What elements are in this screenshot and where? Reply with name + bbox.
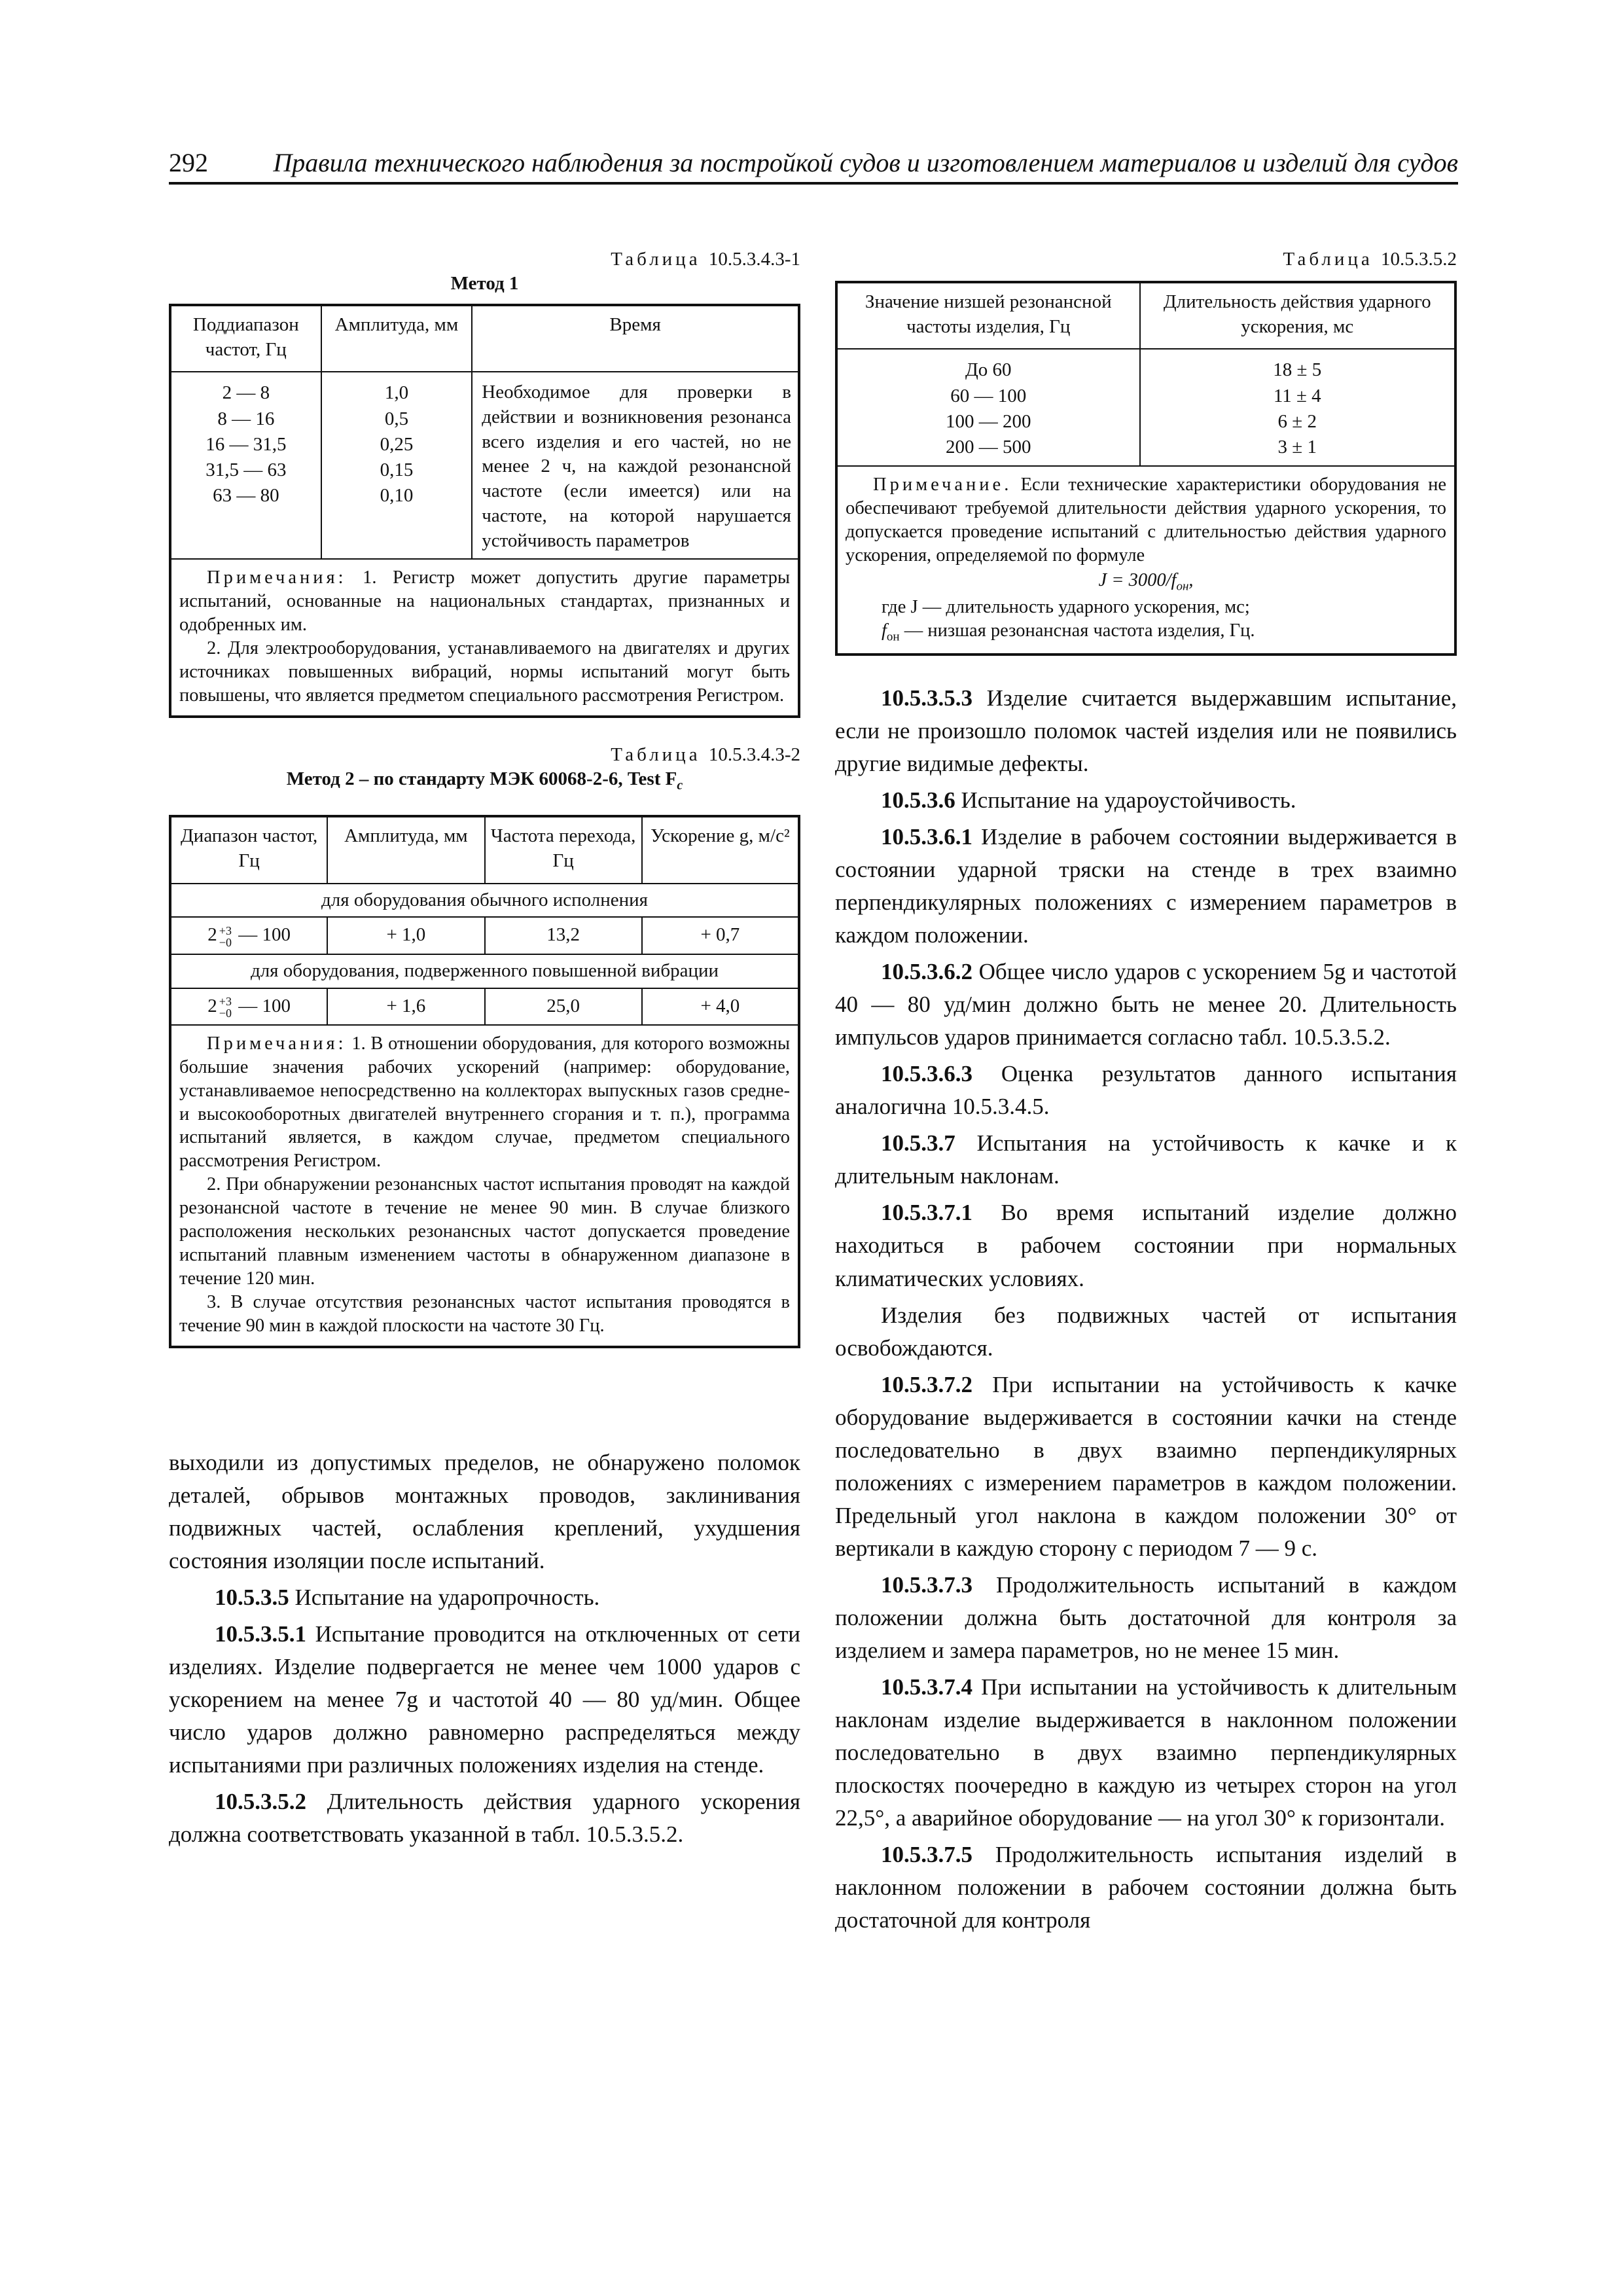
table-cell: 25,0 [485,988,642,1025]
clause-number: 10.5.3.6.1 [881,823,972,850]
table-cell: До 60 [965,359,1012,381]
clause-number: 10.5.3.6.2 [881,959,972,985]
table-cell: 200 — 500 [946,436,1031,457]
clause-number: 10.5.3.7.4 [881,1674,972,1700]
table2-method: Метод 2 – по стандарту МЭК 60068-2-6, Test $F_c$ [286,768,683,793]
table-cell: 0,10 [380,484,414,506]
paragraph: 10.5.3.7.4 При испытании на устойчивость к длительным наклонам изделие выдерживается в наклонном положении последовательно в двух взаимно перпендикулярных плоскостях поочередно в каждую из четырех сторон на угол 22,5°, а аварийное оборудование — на угол 30° к горизонтали. [835,1674,1457,1831]
clause-number: 10.5.3.5.2 [215,1789,306,1815]
table-cell: 2 — 8 [222,382,270,404]
clause-number: 10.5.3.5.1 [215,1621,306,1647]
left-body-text [169,1446,800,1852]
table-notes-row [836,466,1455,655]
paragraph: 10.5.3.6.2 Общее число ударов с ускорением 5g и частотой 40 — 80 уд/мин должно быть не менее 20. Длительность импульсов ударов принимается согласно табл. 10.5.3.5.2. [835,959,1457,1050]
table-notes-row [170,1025,799,1347]
table-row [170,917,799,954]
column-header: Ускорение g, м/с² [642,816,799,883]
table-cell: + 1,0 [327,917,484,954]
table-row [836,349,1455,466]
group-row [170,884,799,918]
paragraph: 10.5.3.6.3 Оценка результатов данного испытания аналогична 10.5.3.4.5. [835,1061,1457,1120]
clause-number: 10.5.3.5.3 [881,685,972,711]
page-header [169,145,1458,185]
note-1: 1. Регистр может допустить другие параметры испытаний, основанные на национальных стандартах, признанных и одобренных им. [179,567,791,635]
clause-number: 10.5.3.6 [881,787,955,813]
clause-number: 10.5.3.7.1 [881,1200,972,1226]
table-header-row [836,282,1455,349]
table2-caption: Таблица 10.5.3.4.3-2 [611,744,800,765]
table1-caption: Таблица 10.5.3.4.3-1 [611,249,800,270]
column-header: Диапазон частот, Гц [170,816,327,883]
table-cell: + 0,7 [642,917,799,954]
paragraph: 10.5.3.7.3 Продолжительность испытаний в каждом положении должна быть достаточной для контроля за изделием и замера параметров, но не менее 15 мин. [835,1571,1457,1664]
clause-number: 10.5.3.5 [215,1584,289,1610]
notes-label: Примечания: [207,567,347,588]
table-cell: 6 ± 2 [1277,410,1317,432]
column-header: Амплитуда, мм [327,816,484,883]
table-cell: 16 — 31,5 [205,433,287,455]
table-cell: 0,5 [384,408,409,429]
paragraph: 10.5.3.7.2 При испытании на устойчивость к качке оборудование выдерживается в состоянии качки на стенде последовательно в двух взаимно перпендикулярных положениях с измерением параметров в каждом положении. Предельный угол наклона в каждом положении 30° от вертикали в каждую сторону с периодом 7 — 9 с. [835,1371,1457,1561]
group-label: для оборудования, подверженного повышенной вибрации [170,954,799,988]
table-cell: 100 — 200 [946,410,1031,432]
column-header: Частота перехода, Гц [485,816,642,883]
page-number: 292 [169,148,208,177]
table-notes-row [170,559,799,716]
table-cell: 8 — 16 [217,408,275,429]
group-label: для оборудования обычного исполнения [170,884,799,918]
table3-note [836,466,1455,655]
table1-method: Метод 1 [450,273,519,294]
table-header-row [170,305,799,372]
note-2: 2. Для электрооборудования, устанавливаемого на двигателях и других источниках повышенных вибраций, нормы испытаний могут быть повышены, что является предметом специального рассмотрения Регистром. [179,637,790,706]
table-row [170,988,799,1025]
table-cell: 63 — 80 [213,484,279,506]
note-2: 2. При обнаружении резонансных частот испытания проводят на каждой резонансной частоте в течение не менее 90 мин. В случае близкого расположения нескольких резонансных частот допускается проведение испытаний плавным изменением частоты в обнаруженном диапазоне в течение 120 мин. [179,1174,790,1289]
clause-number: 10.5.3.7.2 [881,1371,972,1397]
paragraph: 10.5.3.6 Испытание на удароустойчивость. [881,787,1296,813]
table-cell: 11 ± 4 [1273,385,1321,406]
table-cell: 13,2 [485,917,642,954]
clause-number: 10.5.3.7.3 [881,1571,972,1598]
note-1: 1. В отношении оборудования, для которого возможны большие значения рабочих ускорений (например: оборудование, устанавливаемое непосредственно на коллекторах выпускных газов средне- и высокооборотных двигателей внутреннего сгорания и т. п.), программа испытаний является, в каждом случае, предметом специального рассмотрения Регистром. [179,1033,791,1172]
table2 [169,815,800,1348]
table-cell: 0,15 [380,459,414,480]
table1-notes [170,559,799,716]
paragraph: выходили из допустимых пределов, не обнаружено поломок деталей, обрывов монтажных проводов, заклинивания подвижных частей, ослабления креплений, ухудшения состояния изоляции после испытаний. [169,1449,800,1573]
left-column [169,249,800,1855]
paragraph: 10.5.3.5.3 Изделие считается выдержавшим испытание, если не произошло поломок частей изделия или не появились другие видимые дефекты. [835,685,1457,776]
table1 [169,304,800,718]
table-cell: 0,25 [380,433,414,455]
paragraph: 10.5.3.5.1 Испытание проводится на отключенных от сети изделиях. Изделие подвергается не менее чем 1000 ударов с ускорением на менее 7g и частотой 40 — 80 уд/мин. Общее число ударов должно равномерно распределяться между испытаниями при различных положениях изделия на стенде. [169,1621,800,1778]
group-row [170,954,799,988]
formula: $J = 3000/f_{он}$, [1098,569,1194,594]
table-cell: + 1,6 [327,988,484,1025]
paragraph: 10.5.3.5.2 Длительность действия ударного ускорения должна соответствовать указанной в табл. 10.5.3.5.2. [169,1789,800,1848]
column-header: Амплитуда, мм [321,305,473,372]
note-text: Если технические характеристики оборудования не обеспечивают требуемой длительности действия ударного ускорения, то допускается проведение испытаний с длительностью действия ударного ускорения, определяемой по формуле [846,474,1447,565]
clause-number: 10.5.3.7 [881,1130,955,1157]
table-header-row [170,816,799,883]
formula-where-2: $f_{он}$ — низшая резонансная частота изделия, Гц. [882,620,1255,644]
durations [1140,349,1455,466]
paragraph: 10.5.3.5 Испытание на ударопрочность. [215,1584,600,1610]
table-cell: 3 ± 1 [1277,436,1317,457]
right-column [835,249,1457,1941]
notes-label: Примечания: [207,1033,347,1054]
table-cell: 1,0 [384,382,409,404]
clause-number: 10.5.3.7.5 [881,1842,972,1868]
amplitudes [321,372,473,559]
column-header: Поддиапазон частот, Гц [170,305,321,372]
paragraph: 10.5.3.7.1 Во время испытаний изделие должно находиться в рабочем состоянии при нормальных климатических условиях. [835,1200,1457,1291]
paragraph: 10.5.3.7 Испытания на устойчивость к качке и к длительным наклонам. [835,1130,1457,1189]
frequencies [836,349,1140,466]
table-cell: 60 — 100 [950,385,1027,406]
frequency-ranges [170,372,321,559]
formula-where-1: где J — длительность ударного ускорения, мс; [882,597,1250,618]
paragraph: 10.5.3.6.1 Изделие в рабочем состоянии выдерживается в состоянии ударной тряски на стенде в трех взаимно перпендикулярных положениях с измерением параметров в каждом положении. [835,823,1457,948]
table3-caption: Таблица 10.5.3.5.2 [1283,249,1457,270]
table-cell: + 4,0 [642,988,799,1025]
table-cell: 2 +3 −0 — 100 [170,988,327,1025]
table-cell: 2 +3 −0 — 100 [170,917,327,954]
note-label: Примечание. [873,474,1012,495]
note-3: 3. В случае отсутствия резонансных частот испытания проводятся в течение 90 мин в каждой плоскости на частоте 30 Гц. [179,1291,790,1336]
right-body-text [835,682,1457,1937]
running-title: Правила технического наблюдения за постройкой судов и изготовлением материалов и изделий для судов [273,148,1458,177]
time-description: Необходимое для проверки в действии и возникновения резонанса всего изделия и его частей, но не менее 2 ч, на каждой резонансной частоте (если имеется) или на частоте, на которой нарушается устойчивость параметров [472,372,799,559]
paragraph: Изделия без подвижных частей от испытания освобождаются. [835,1302,1457,1361]
table2-notes [170,1025,799,1347]
paragraph: 10.5.3.7.5 Продолжительность испытания изделий в наклонном положении в рабочем состоянии должна быть достаточной для контроля [835,1842,1457,1933]
table-row [170,372,799,559]
table-cell: 18 ± 5 [1273,359,1322,381]
column-header: Значение низшей резонансной частоты изделия, Гц [836,282,1140,349]
column-header: Время [472,305,799,372]
clause-number: 10.5.3.6.3 [881,1061,972,1087]
table3 [835,281,1457,656]
column-header: Длительность действия ударного ускорения, мс [1140,282,1455,349]
table-cell: 31,5 — 63 [205,459,287,480]
